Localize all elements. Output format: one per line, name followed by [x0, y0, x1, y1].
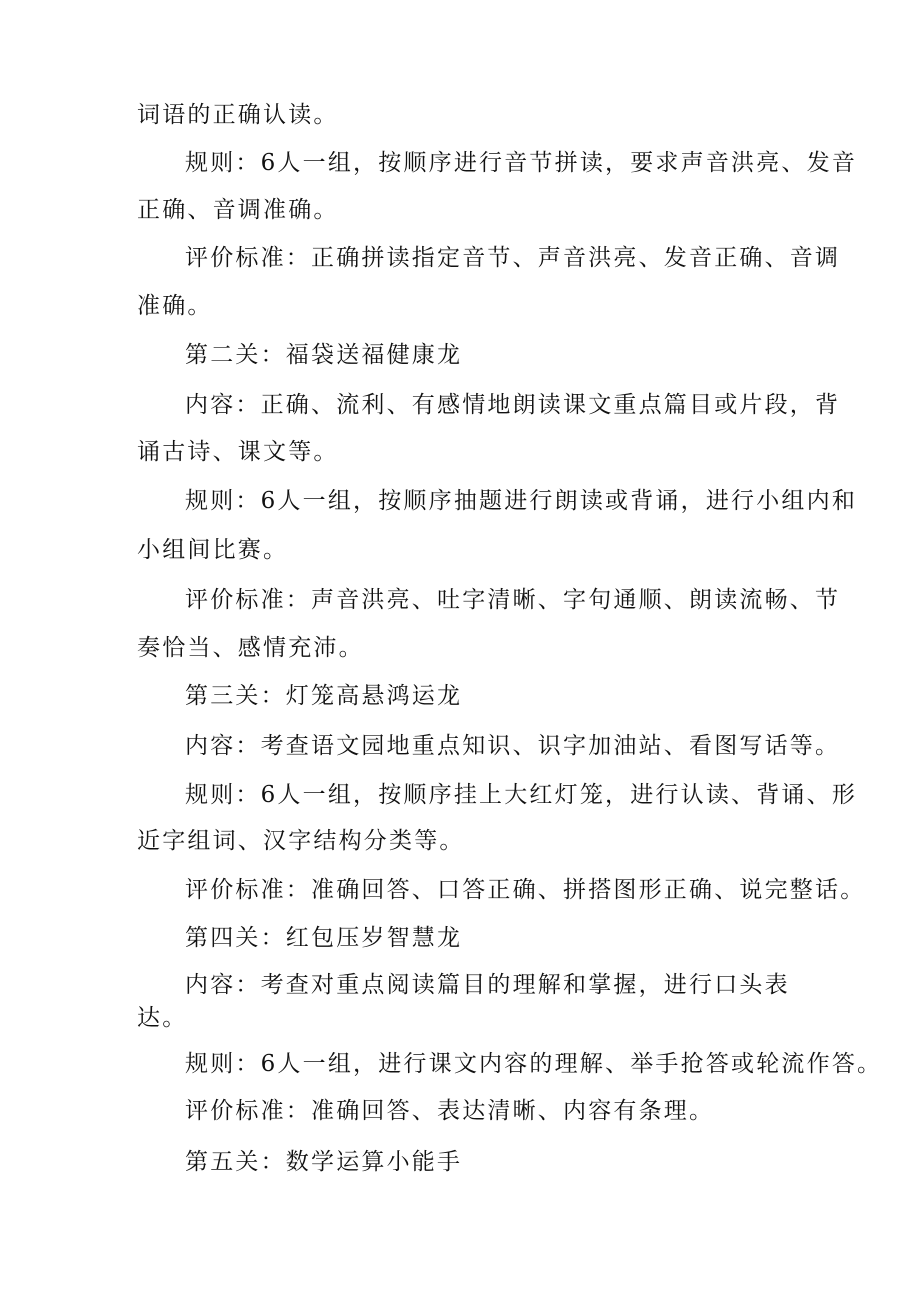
paragraph-line: 准确。	[137, 293, 213, 319]
paragraph-line: 词语的正确认读。	[137, 102, 339, 128]
paragraph-line: 评价标准：准确回答、口答正确、拼搭图形正确、说完整话。	[185, 877, 866, 903]
paragraph-line: 内容：考查对重点阅读篇目的理解和掌握，进行口头表	[185, 972, 790, 998]
paragraph-line: 奏恰当、感情充沛。	[137, 635, 364, 661]
paragraph-line: 小组间比赛。	[137, 537, 289, 563]
paragraph-line: 近字组词、汉字结构分类等。	[137, 828, 465, 854]
section-heading: 第二关：福袋送福健康龙	[185, 342, 463, 368]
paragraph-line: 规则：6人一组，按顺序抽题进行朗读或背诵，进行小组内和	[185, 488, 858, 514]
paragraph-line: 评价标准：准确回答、表达清晰、内容有条理。	[185, 1098, 715, 1124]
paragraph-line: 评价标准：正确拼读指定音节、声音洪亮、发音正确、音调	[185, 245, 841, 271]
paragraph-line: 评价标准：声音洪亮、吐字清晰、字句通顺、朗读流畅、节	[185, 587, 841, 613]
section-heading: 第五关：数学运算小能手	[185, 1149, 463, 1175]
paragraph-line: 内容：正确、流利、有感情地朗读课文重点篇目或片段，背	[185, 392, 841, 418]
paragraph-line: 内容：考查语文园地重点知识、识字加油站、看图写话等。	[185, 733, 841, 759]
section-heading: 第三关：灯笼高悬鸿运龙	[185, 683, 463, 709]
paragraph-line: 规则：6人一组，按顺序进行音节拼读，要求声音洪亮、发音	[185, 150, 858, 176]
paragraph-line: 规则：6人一组，按顺序挂上大红灯笼，进行认读、背诵、形	[185, 782, 858, 808]
section-heading: 第四关：红包压岁智慧龙	[185, 925, 463, 951]
paragraph-line: 达。	[137, 1005, 188, 1031]
paragraph-line: 正确、音调准确。	[137, 197, 339, 223]
paragraph-line: 诵古诗、课文等。	[137, 439, 339, 465]
paragraph-line: 规则：6人一组，进行课文内容的理解、举手抢答或轮流作答。	[185, 1051, 883, 1077]
